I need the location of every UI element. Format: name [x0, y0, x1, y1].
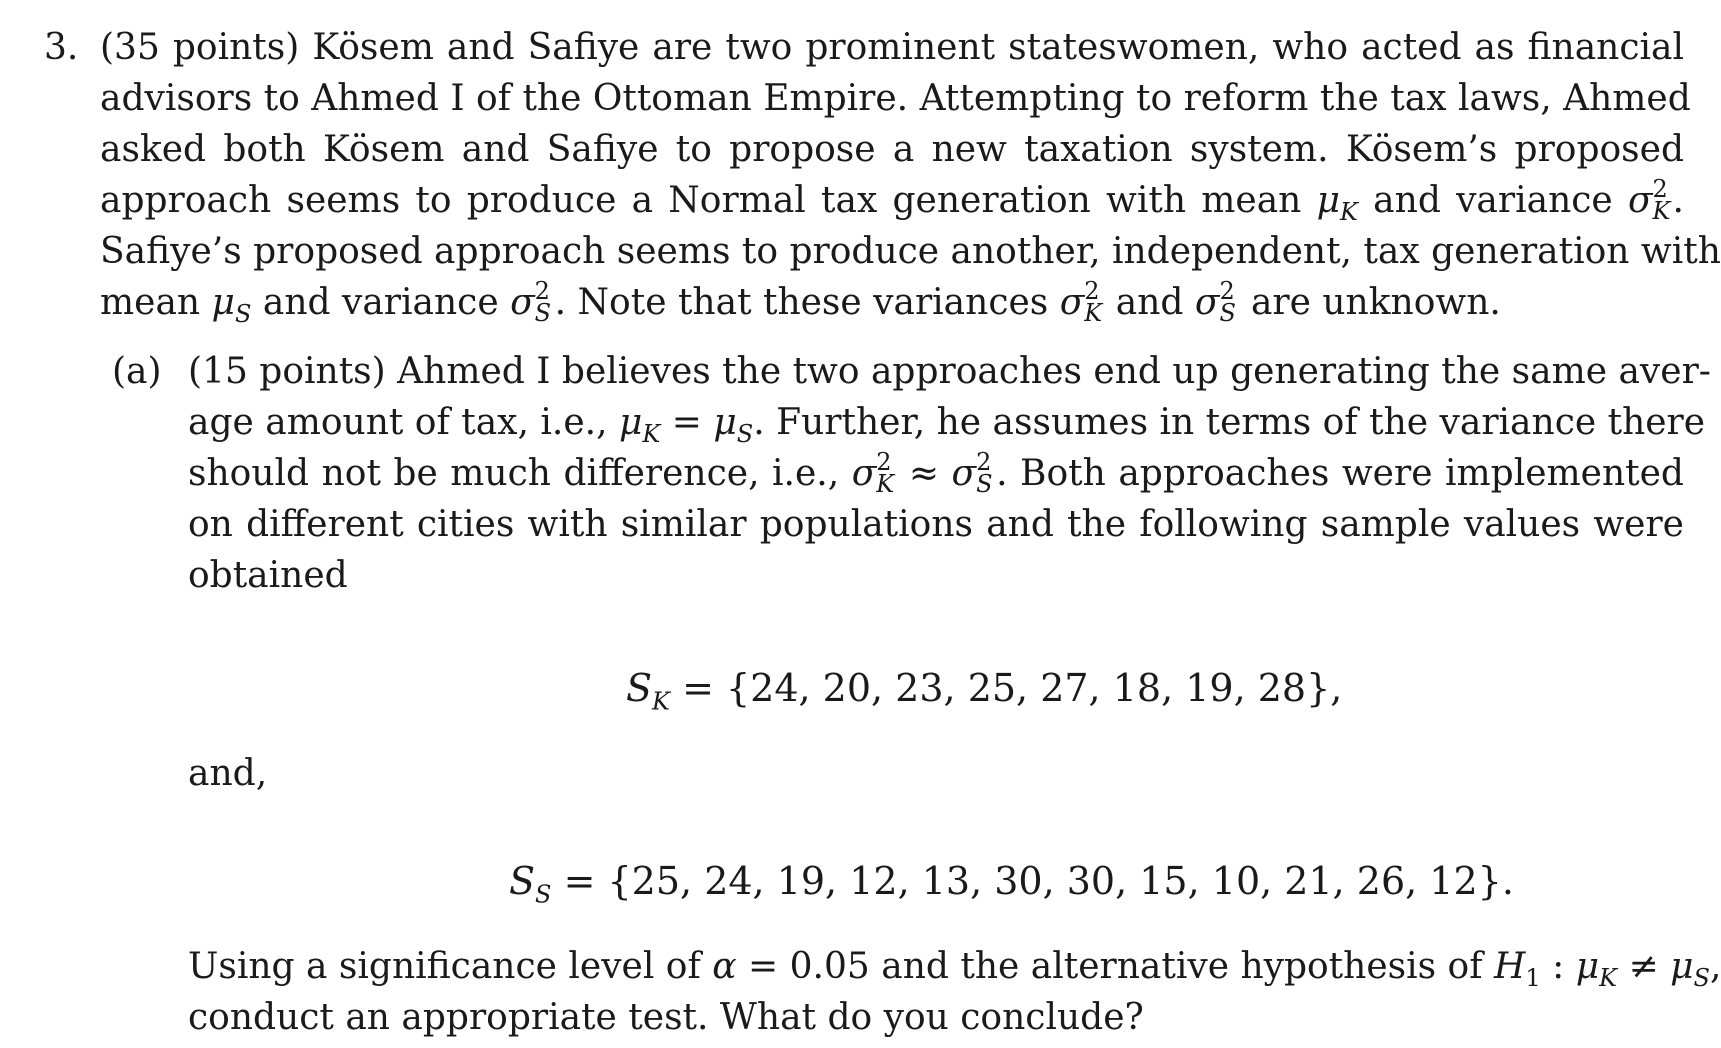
math-sigma-k-sq: σ 2 K — [1059, 277, 1103, 327]
part-a-line: (15 points) Ahmed I believes the two approaches end up generating the same aver- — [188, 351, 1711, 392]
alpha-value: 0.05 — [789, 946, 870, 987]
math-sigma-s-sq: σ 2 S — [510, 277, 552, 327]
problem-number: 3. — [44, 27, 79, 68]
sample-s-values: {25, 24, 19, 12, 13, 30, 30, 15, 10, 21, 26, 12}. — [607, 859, 1514, 903]
closing-line: conduct an appropriate test. What do you conclude? — [188, 997, 1144, 1038]
and-text: and, — [188, 753, 268, 794]
equation-sample-k: $S_K = \{24$, 20, 23, 25, 27, 18, 19, 28}, — [626, 666, 1343, 716]
math-mu-k: $\mu_K$ — [1316, 180, 1358, 227]
math-variance-approx: σ 2 K ≈ σ 2 S — [851, 448, 993, 498]
intro-line: advisors to Ahmed I of the Ottoman Empire. Attempting to reform the tax laws, Ahmed — [100, 78, 1691, 119]
sample-k-values: {24, 20, 23, 25, 27, 18, 19, 28}, — [725, 666, 1343, 710]
math-mu-s: $\mu_S$ — [211, 282, 252, 329]
intro-line: mean $\mu_S$ and variance σ 2 S . Note that these variances σ 2 K and σ 2 S are unknown. — [100, 277, 1501, 329]
problem-intro — [100, 22, 1721, 329]
intro-line: Safiye’s proposed approach seems to produce another, independent, tax generation with — [100, 231, 1721, 272]
math-h1: $H_1$ : $\mu_K \ne \mu_S$ — [1494, 946, 1710, 993]
part-a-text — [188, 346, 1711, 601]
math-sigma-k-sq: σ 2 K — [1627, 175, 1671, 225]
math-sigma-s-sq: σ 2 S — [1194, 277, 1236, 327]
part-a-line: age amount of tax, i.e., $\mu_K = \mu_S$. Further, he assumes in terms of the variance there — [188, 402, 1706, 449]
math-mu-k-eq-mu-s: $\mu_K = \mu_S$ — [618, 402, 754, 449]
equation-sample-s: $S_S = \{25$, 24, 19, 12, 13, 30, 30, 15, 10, 21, 26, 12}. — [509, 859, 1514, 909]
closing-question — [188, 941, 1721, 1043]
part-a-line: on different cities with similar populations and the following sample values were — [188, 504, 1684, 545]
part-a-line: obtained — [188, 555, 348, 596]
part-a-line: should not be much difference, i.e., σ 2 K ≈ σ 2 S . Both approaches were implemented — [188, 448, 1684, 498]
intro-line: asked both Kösem and Safiye to propose a new taxation system. Kösem’s proposed — [100, 129, 1684, 170]
intro-line: approach seems to produce a Normal tax generation with mean $\mu_K$ and variance σ 2 K . — [100, 175, 1684, 227]
math-alpha: α — [712, 946, 737, 987]
part-a-label: (a) — [112, 351, 162, 392]
closing-line: Using a significance level of α = 0.05 and the alternative hypothesis of $H_1$ : $\mu_K \ne \mu_S$, — [188, 946, 1721, 993]
intro-line: (35 points) Kösem and Safiye are two prominent stateswomen, who acted as financial — [100, 27, 1684, 68]
